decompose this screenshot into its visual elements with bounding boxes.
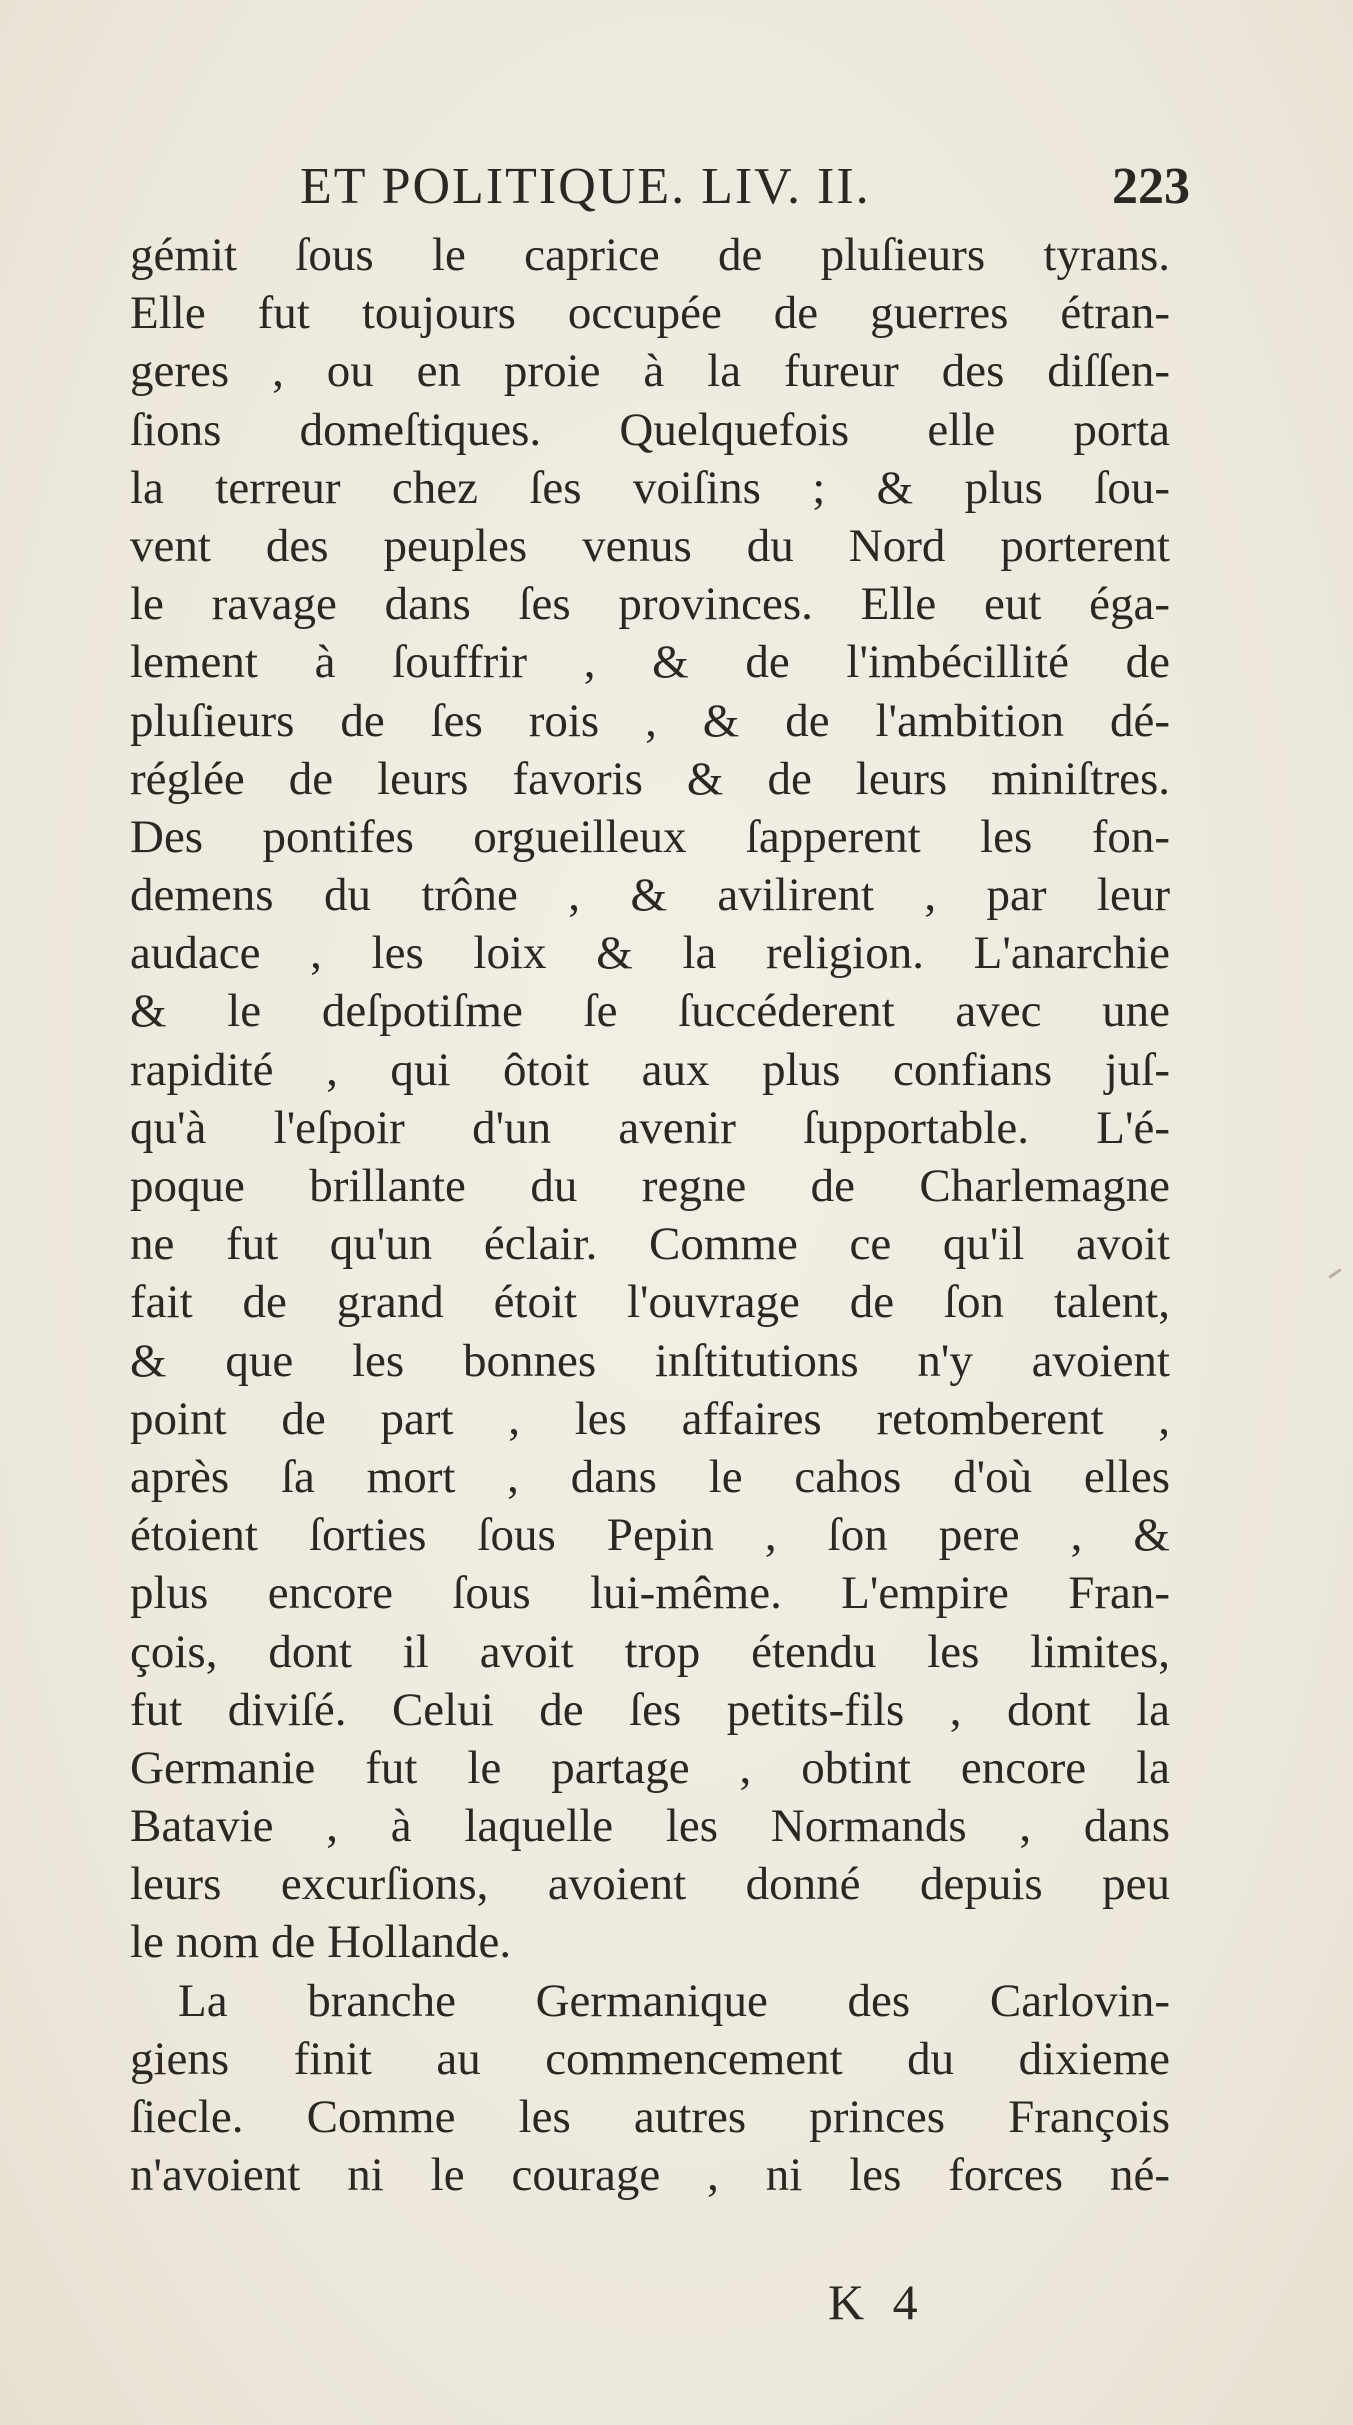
text-line: ſiecle. Comme les autres princes François — [130, 2091, 1170, 2143]
text-line: Germanie fut le partage , obtint encore la — [130, 1741, 1170, 1794]
text-line: ne fut qu'un éclair. Comme ce qu'il avoit — [130, 1218, 1170, 1271]
text-line: Des pontifes orgueilleux ſapperent les fon- — [130, 810, 1170, 863]
text-line: qu'à l'eſpoir d'un avenir ſupportable. L'é- — [130, 1101, 1170, 1154]
page-header — [300, 152, 1190, 222]
text-line: audace , les loix & la religion. L'anarchie — [130, 927, 1170, 980]
text-line: fait de grand étoit l'ouvrage de ſon talent, — [130, 1276, 1170, 1329]
text-line: après ſa mort , dans le cahos d'où elles — [130, 1450, 1170, 1503]
text-line: ſions domeſtiques. Quelquefois elle porta — [130, 403, 1170, 456]
signature-mark: K 4 — [828, 2274, 926, 2330]
text-line: étoient ſorties ſous Pepin , ſon pere , & — [130, 1509, 1170, 1562]
text-line: La branche Germanique des Carlovin- — [178, 1974, 1170, 2027]
text-line: rapidité , qui ôtoit aux plus confians juſ- — [130, 1043, 1170, 1096]
text-line: Batavie , à laquelle les Normands , dans — [130, 1800, 1170, 1853]
page-number: 223 — [1112, 158, 1190, 215]
text-line: pluſieurs de ſes rois , & de l'ambition dé- — [130, 694, 1170, 747]
text-line: Elle fut toujours occupée de guerres étran- — [130, 287, 1170, 340]
text-line: la terreur chez ſes voiſins ; & plus ſou- — [130, 461, 1170, 514]
text-line: çois, dont il avoit trop étendu les limites, — [130, 1625, 1170, 1678]
text-line: fut diviſé. Celui de ſes petits-fils , dont la — [130, 1683, 1170, 1736]
paper-speck — [1328, 1268, 1341, 1278]
body-text — [130, 226, 1170, 2204]
text-line: le nom de Hollande. — [130, 1916, 512, 1969]
text-line: poque brillante du regne de Charlemagne — [130, 1160, 1170, 1212]
text-line: le ravage dans ſes provinces. Elle eut éga- — [130, 578, 1170, 631]
text-line: leurs excurſions, avoient donné depuis peu — [130, 1858, 1170, 1911]
text-line: geres , ou en proie à la fureur des diſſen- — [130, 345, 1170, 398]
text-line: & le deſpotiſme ſe ſuccéderent avec une — [130, 985, 1170, 1038]
text-line: plus encore ſous lui-même. L'empire Fran- — [130, 1567, 1170, 1620]
text-line: & que les bonnes inſtitutions n'y avoient — [130, 1334, 1170, 1387]
running-head: ET POLITIQUE. LIV. II. — [300, 158, 871, 215]
text-line: n'avoient ni le courage , ni les forces né- — [130, 2149, 1170, 2202]
text-line: réglée de leurs favoris & de leurs miniſtres. — [130, 752, 1170, 805]
text-line: giens finit au commencement du dixieme — [130, 2032, 1170, 2085]
text-line: vent des peuples venus du Nord porterent — [130, 519, 1170, 572]
text-line: point de part , les affaires retomberent , — [130, 1392, 1170, 1445]
text-line: lement à ſouffrir , & de l'imbécillité de — [130, 636, 1170, 689]
text-line: gémit ſous le caprice de pluſieurs tyrans. — [130, 229, 1170, 281]
text-line: demens du trône , & avilirent , par leur — [130, 869, 1170, 922]
